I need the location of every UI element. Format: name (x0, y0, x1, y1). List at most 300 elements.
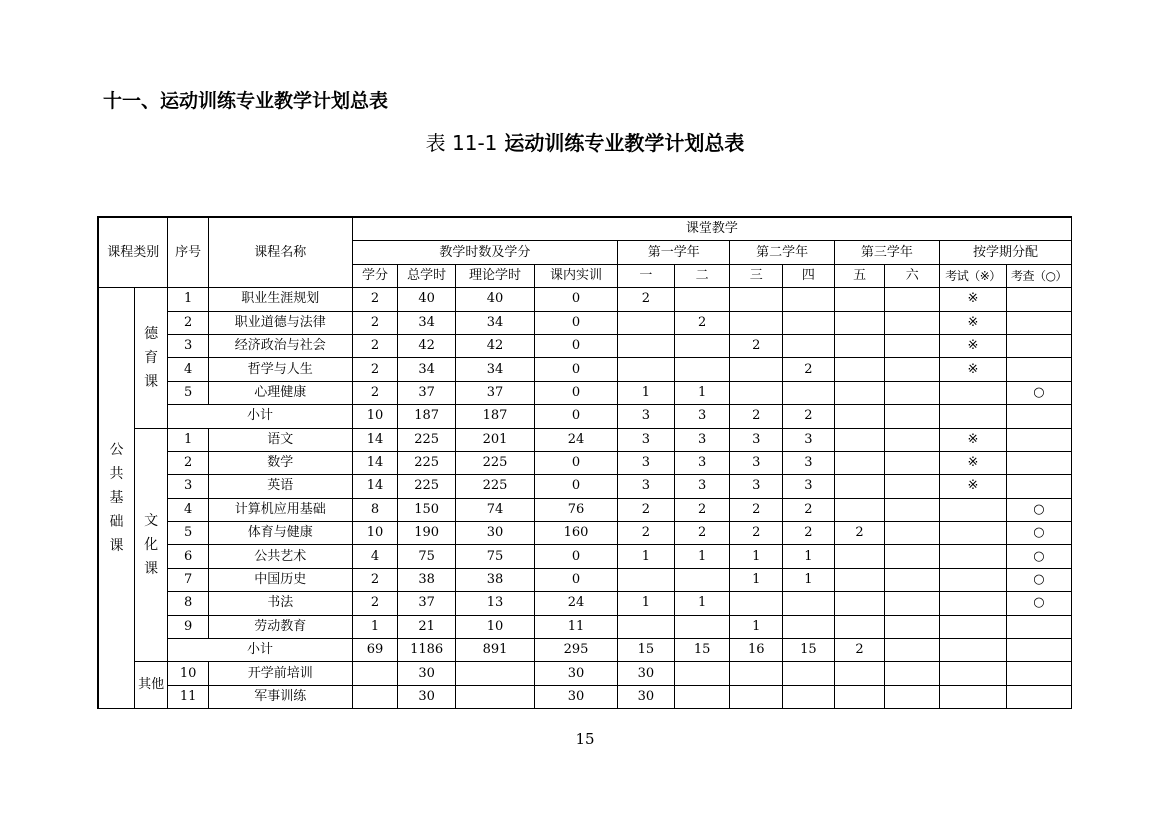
table-row (98, 522, 1072, 545)
table-cell (730, 311, 783, 334)
table-cell: 0 (534, 451, 617, 474)
table-cell: 30 (455, 522, 534, 545)
table-cell: 0 (534, 381, 617, 404)
table-cell (730, 358, 783, 381)
table-cell (834, 568, 885, 591)
course-name: 心理健康 (208, 381, 352, 404)
table-cell (834, 662, 885, 685)
table-cell: 2 (168, 311, 209, 334)
table-cell: ※ (940, 451, 1007, 474)
table-cell (885, 592, 940, 615)
table-cell: 4 (352, 545, 398, 568)
table-cell: 187 (398, 405, 456, 428)
table-cell: 187 (455, 405, 534, 428)
table-row (98, 615, 1072, 638)
header-row-1 (98, 217, 1072, 241)
table-cell (940, 685, 1007, 708)
table-cell (940, 545, 1007, 568)
table-cell: 15 (783, 639, 835, 662)
course-name: 哲学与人生 (208, 358, 352, 381)
header-sem6: 六 (885, 264, 940, 287)
table-row (98, 428, 1072, 451)
header-year1: 第一学年 (618, 241, 730, 264)
table-cell: 42 (455, 334, 534, 357)
table-number: 表 11-1 (425, 131, 498, 155)
table-cell: 1 (618, 592, 675, 615)
table-cell: 2 (352, 311, 398, 334)
table-cell: ○ (1006, 568, 1071, 591)
table-cell: 295 (534, 639, 617, 662)
table-row (98, 358, 1072, 381)
table-cell: 2 (352, 568, 398, 591)
table-cell: 6 (168, 545, 209, 568)
table-cell: 2 (674, 311, 730, 334)
table-cell: 3 (618, 405, 675, 428)
table-cell (885, 405, 940, 428)
table-cell: 150 (398, 498, 456, 521)
table-cell (940, 568, 1007, 591)
table-cell (834, 428, 885, 451)
table-cell (1006, 475, 1071, 498)
header-year3: 第三学年 (834, 241, 939, 264)
table-row (98, 334, 1072, 357)
subtotal-row (98, 639, 1072, 662)
table-cell: 10 (352, 522, 398, 545)
table-cell: 3 (674, 451, 730, 474)
course-name: 经济政治与社会 (208, 334, 352, 357)
table-cell: 3 (168, 334, 209, 357)
table-cell (834, 615, 885, 638)
course-name: 计算机应用基础 (208, 498, 352, 521)
table-cell: ※ (940, 311, 1007, 334)
table-cell (352, 685, 398, 708)
table-cell: 30 (398, 685, 456, 708)
table-cell: 3 (674, 405, 730, 428)
table-row (98, 498, 1072, 521)
table-cell: 5 (168, 522, 209, 545)
table-cell: 14 (352, 451, 398, 474)
table-cell: 11 (168, 685, 209, 708)
table-row (98, 451, 1072, 474)
table-cell: 2 (783, 522, 835, 545)
table-cell (940, 522, 1007, 545)
table-cell: 2 (618, 522, 675, 545)
table-cell (1006, 334, 1071, 357)
table-cell (783, 334, 835, 357)
table-cell: ※ (940, 475, 1007, 498)
table-cell: 0 (534, 334, 617, 357)
table-cell (885, 334, 940, 357)
table-row (98, 568, 1072, 591)
header-theory-hours: 理论学时 (455, 264, 534, 287)
table-cell (1006, 288, 1071, 311)
table-cell: 40 (398, 288, 456, 311)
table-cell: 34 (398, 358, 456, 381)
table-cell (834, 592, 885, 615)
table-cell: 37 (455, 381, 534, 404)
table-cell (885, 451, 940, 474)
table-cell: 0 (534, 475, 617, 498)
header-check: 考查（○） (1006, 264, 1071, 287)
table-cell: 1 (674, 381, 730, 404)
table-cell: 2 (168, 451, 209, 474)
header-name: 课程名称 (208, 217, 352, 288)
table-cell: 30 (618, 685, 675, 708)
table-cell: 3 (674, 428, 730, 451)
table-cell (885, 545, 940, 568)
table-cell: 30 (398, 662, 456, 685)
table-cell: 9 (168, 615, 209, 638)
table-cell: 14 (352, 475, 398, 498)
table-cell: 3 (730, 428, 783, 451)
table-cell: ※ (940, 288, 1007, 311)
table-cell: 5 (168, 381, 209, 404)
table-cell (940, 639, 1007, 662)
table-cell: 2 (618, 498, 675, 521)
category-other: 其他 (134, 662, 167, 709)
table-cell: 4 (168, 358, 209, 381)
table-cell: 24 (534, 592, 617, 615)
table-cell (1006, 615, 1071, 638)
table-cell (885, 475, 940, 498)
course-name: 中国历史 (208, 568, 352, 591)
table-cell (885, 685, 940, 708)
table-cell (834, 334, 885, 357)
header-sem2: 二 (674, 264, 730, 287)
table-cell: 3 (730, 451, 783, 474)
table-cell (1006, 358, 1071, 381)
table-cell: 7 (168, 568, 209, 591)
table-cell (730, 592, 783, 615)
table-cell: 2 (834, 639, 885, 662)
course-name: 军事训练 (208, 685, 352, 708)
table-cell (783, 288, 835, 311)
table-cell: 201 (455, 428, 534, 451)
table-cell: 1 (674, 545, 730, 568)
table-cell: 2 (730, 405, 783, 428)
table-cell (885, 288, 940, 311)
table-cell: 14 (352, 428, 398, 451)
header-seq: 序号 (168, 217, 209, 288)
table-row (98, 662, 1072, 685)
subtotal-label: 小计 (168, 639, 352, 662)
course-name: 职业道德与法律 (208, 311, 352, 334)
table-cell (730, 662, 783, 685)
table-cell (674, 358, 730, 381)
table-cell (885, 568, 940, 591)
table-cell (352, 662, 398, 685)
table-title-text: 运动训练专业教学计划总表 (504, 131, 745, 155)
table-cell: 225 (455, 451, 534, 474)
table-cell (618, 568, 675, 591)
table-cell (834, 451, 885, 474)
table-cell (618, 334, 675, 357)
table-cell: 8 (168, 592, 209, 615)
table-cell: 40 (455, 288, 534, 311)
table-cell (455, 685, 534, 708)
table-cell: 3 (618, 451, 675, 474)
table-cell (618, 358, 675, 381)
header-category: 课程类别 (98, 217, 168, 288)
table-cell (618, 615, 675, 638)
table-cell: 3 (618, 475, 675, 498)
table-cell: 30 (534, 662, 617, 685)
table-row (98, 311, 1072, 334)
table-cell (940, 405, 1007, 428)
table-cell: 891 (455, 639, 534, 662)
table-cell (674, 615, 730, 638)
table-cell: 3 (783, 451, 835, 474)
table-cell: 10 (352, 405, 398, 428)
table-cell: 21 (398, 615, 456, 638)
table-cell: 0 (534, 288, 617, 311)
table-row (98, 381, 1072, 404)
table-cell (834, 475, 885, 498)
header-hours-credits: 教学时数及学分 (352, 241, 617, 264)
table-cell (940, 662, 1007, 685)
table-cell: 190 (398, 522, 456, 545)
table-cell (885, 358, 940, 381)
table-cell (783, 311, 835, 334)
table-row (98, 545, 1072, 568)
header-credit: 学分 (352, 264, 398, 287)
table-cell: 1 (352, 615, 398, 638)
table-cell: 1 (168, 428, 209, 451)
table-cell: 37 (398, 381, 456, 404)
table-cell: 225 (398, 451, 456, 474)
table-cell: 1 (730, 568, 783, 591)
category-moral: 德 育 课 (134, 288, 167, 428)
table-cell (834, 545, 885, 568)
table-cell: 34 (455, 358, 534, 381)
table-cell (618, 311, 675, 334)
course-name: 语文 (208, 428, 352, 451)
table-row (98, 592, 1072, 615)
table-cell: 13 (455, 592, 534, 615)
table-cell: 74 (455, 498, 534, 521)
table-cell (834, 381, 885, 404)
table-cell: ○ (1006, 381, 1071, 404)
table-cell: 3 (783, 475, 835, 498)
table-cell (674, 662, 730, 685)
table-cell (940, 592, 1007, 615)
header-sem1: 一 (618, 264, 675, 287)
category-culture: 文 化 课 (134, 428, 167, 662)
header-exam: 考试（※） (940, 264, 1007, 287)
table-cell: 1 (618, 381, 675, 404)
table-cell (834, 311, 885, 334)
table-cell: 2 (352, 334, 398, 357)
table-cell (940, 498, 1007, 521)
table-cell (783, 685, 835, 708)
table-cell (834, 405, 885, 428)
teaching-plan-table (97, 216, 1072, 709)
table-cell (885, 639, 940, 662)
table-cell (834, 358, 885, 381)
table-cell: 3 (730, 475, 783, 498)
header-sem3: 三 (730, 264, 783, 287)
header-by-semester: 按学期分配 (940, 241, 1072, 264)
table-cell: 2 (674, 522, 730, 545)
course-name: 职业生涯规划 (208, 288, 352, 311)
table-cell: 3 (674, 475, 730, 498)
course-name: 体育与健康 (208, 522, 352, 545)
table-cell (885, 311, 940, 334)
table-cell: 1 (618, 545, 675, 568)
table-cell: 37 (398, 592, 456, 615)
table-cell: 75 (398, 545, 456, 568)
subtotal-row (98, 405, 1072, 428)
table-cell: 225 (398, 475, 456, 498)
table-cell (1006, 662, 1071, 685)
table-cell: 24 (534, 428, 617, 451)
table-cell (834, 498, 885, 521)
table-cell: ○ (1006, 498, 1071, 521)
table-cell: 1 (783, 568, 835, 591)
table-cell: 42 (398, 334, 456, 357)
table-cell: ※ (940, 334, 1007, 357)
header-sem5: 五 (834, 264, 885, 287)
table-cell (674, 685, 730, 708)
section-heading: 十一、运动训练专业教学计划总表 (103, 90, 389, 112)
table-cell: 3 (783, 428, 835, 451)
header-year2: 第二学年 (730, 241, 834, 264)
subtotal-label: 小计 (168, 405, 352, 428)
table-row (98, 685, 1072, 708)
table-cell (834, 288, 885, 311)
table-cell: 2 (352, 381, 398, 404)
course-name: 公共艺术 (208, 545, 352, 568)
table-cell: ○ (1006, 545, 1071, 568)
table-cell (885, 498, 940, 521)
course-name: 书法 (208, 592, 352, 615)
table-cell: 76 (534, 498, 617, 521)
table-cell: 1 (730, 545, 783, 568)
table-cell: 2 (352, 288, 398, 311)
table-cell (885, 381, 940, 404)
table-cell (674, 334, 730, 357)
table-cell: 69 (352, 639, 398, 662)
table-cell (1006, 639, 1071, 662)
table-cell: ※ (940, 428, 1007, 451)
table-cell (783, 662, 835, 685)
table-cell (783, 592, 835, 615)
table-cell (783, 381, 835, 404)
table-cell: 8 (352, 498, 398, 521)
table-cell: ○ (1006, 592, 1071, 615)
table-cell: ○ (1006, 522, 1071, 545)
table-cell (834, 685, 885, 708)
table-row (98, 475, 1072, 498)
course-name: 劳动教育 (208, 615, 352, 638)
table-cell (1006, 311, 1071, 334)
table-cell (940, 615, 1007, 638)
table-cell (885, 615, 940, 638)
table-cell: 2 (352, 592, 398, 615)
table-cell: 0 (534, 358, 617, 381)
header-practice-hours: 课内实训 (534, 264, 617, 287)
page-number: 15 (575, 730, 595, 748)
table-cell: 30 (534, 685, 617, 708)
table-cell: 0 (534, 545, 617, 568)
table-cell (1006, 405, 1071, 428)
table-cell (885, 522, 940, 545)
table-cell: 3 (168, 475, 209, 498)
table-cell: 11 (534, 615, 617, 638)
table-cell: 0 (534, 568, 617, 591)
table-cell: 0 (534, 405, 617, 428)
table-cell: 10 (455, 615, 534, 638)
table-cell (940, 381, 1007, 404)
table-cell: 2 (352, 358, 398, 381)
table-cell: 2 (783, 405, 835, 428)
table-cell: 34 (455, 311, 534, 334)
table-cell (674, 288, 730, 311)
table-cell: 16 (730, 639, 783, 662)
table-cell: 15 (674, 639, 730, 662)
table-cell: 2 (730, 498, 783, 521)
table-cell (730, 381, 783, 404)
table-cell: 38 (455, 568, 534, 591)
header-sem4: 四 (783, 264, 835, 287)
table-cell: 1 (674, 592, 730, 615)
table-cell: 2 (783, 358, 835, 381)
table-row (98, 288, 1072, 311)
table-cell: 225 (398, 428, 456, 451)
course-name: 英语 (208, 475, 352, 498)
table-cell (1006, 685, 1071, 708)
table-cell: 10 (168, 662, 209, 685)
table-cell: 1 (730, 615, 783, 638)
table-cell (1006, 428, 1071, 451)
table-cell (885, 662, 940, 685)
table-cell (783, 615, 835, 638)
table-cell (455, 662, 534, 685)
header-total-hours: 总学时 (398, 264, 456, 287)
table-cell: 2 (783, 498, 835, 521)
table-cell: 3 (618, 428, 675, 451)
table-cell (885, 428, 940, 451)
table-cell: 2 (674, 498, 730, 521)
header-classroom: 课堂教学 (352, 217, 1071, 241)
table-title (0, 127, 1170, 156)
table-cell: 160 (534, 522, 617, 545)
table-cell: 34 (398, 311, 456, 334)
table-cell: ※ (940, 358, 1007, 381)
table-cell: 2 (618, 288, 675, 311)
table-cell: 38 (398, 568, 456, 591)
table-cell: 1186 (398, 639, 456, 662)
table-cell (674, 568, 730, 591)
table-cell: 15 (618, 639, 675, 662)
course-name: 数学 (208, 451, 352, 474)
table-cell: 2 (834, 522, 885, 545)
table-cell (730, 685, 783, 708)
course-name: 开学前培训 (208, 662, 352, 685)
table-cell: 0 (534, 311, 617, 334)
table-cell: 75 (455, 545, 534, 568)
table-cell: 2 (730, 522, 783, 545)
table-cell: 2 (730, 334, 783, 357)
table-cell: 225 (455, 475, 534, 498)
category-public-basic: 公 共 基 础 课 (98, 288, 134, 709)
table-cell: 4 (168, 498, 209, 521)
table-cell: 1 (168, 288, 209, 311)
table-cell: 30 (618, 662, 675, 685)
table-cell: 1 (783, 545, 835, 568)
table-cell (1006, 451, 1071, 474)
table-cell (730, 288, 783, 311)
